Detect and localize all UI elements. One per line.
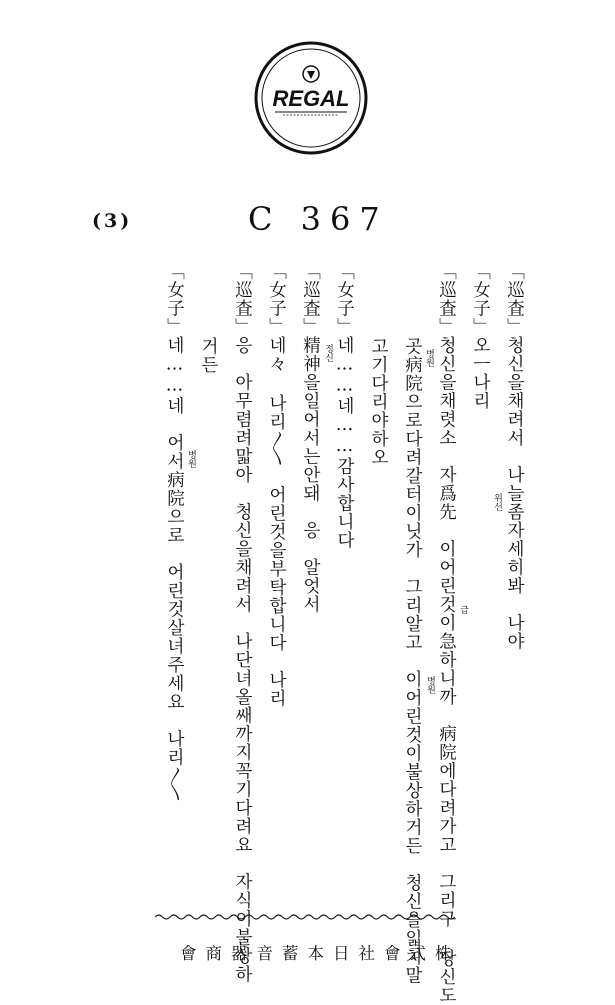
script-line <box>505 262 523 651</box>
speech-text: 거든 <box>198 337 219 374</box>
script-line <box>437 262 455 1005</box>
speech-text: 청신을채려서 나늘좀자세히봐 나야 <box>504 336 525 651</box>
speaker-label: 「女子」 <box>470 262 491 336</box>
speaker-label: 「巡査」 <box>300 262 321 336</box>
speech-text: 네……네……감사합니다 <box>334 336 355 550</box>
speaker-label: 「女子」 <box>334 262 355 336</box>
script-line <box>471 262 489 410</box>
ruby-reading: 위선 <box>492 493 502 511</box>
speaker-label: 「巡査」 <box>436 262 457 336</box>
speech-text: 청신을채렷소 자爲先 이어린것이急하니까 病院에다려가고 그리구 당신도 <box>436 336 457 1005</box>
publisher-footer: 會商器音蓄本日社會式株 <box>180 944 461 963</box>
record-number: C 367 <box>248 200 389 238</box>
regal-logo <box>253 40 369 156</box>
script-line <box>335 262 353 550</box>
script-line <box>267 262 285 708</box>
script-line <box>403 337 421 985</box>
speech-text: 응 아무렴려맓아 청신을채려서 나단녀올쌔까지꼭기다려요 자식이불상하 <box>232 336 253 984</box>
script-line <box>199 337 217 374</box>
page-number: (3) <box>92 210 133 232</box>
ruby-reading: 급 <box>458 605 468 614</box>
speech-text: 네々 나리〳〵 어린것을부탁합니다 나리 <box>266 336 287 708</box>
speech-text: 精神을일어서는안돼 응 알엇서 <box>300 336 321 614</box>
script-line <box>165 262 183 803</box>
ruby-reading: 병원 <box>425 676 435 694</box>
speech-text: 오ㅡ나리 <box>470 336 491 410</box>
ruby-reading: 병원 <box>186 450 196 468</box>
ruby-reading: 병원 <box>424 349 434 367</box>
script-line <box>369 337 387 467</box>
wavy-divider <box>155 912 455 922</box>
script-line <box>233 262 251 984</box>
speech-text: 고기다리야하오 <box>368 337 389 467</box>
speaker-label: 「女子」 <box>164 262 185 336</box>
script-line <box>301 262 319 614</box>
logo-brand-text: REGAL <box>272 86 350 111</box>
speaker-label: 「巡査」 <box>232 262 253 336</box>
speaker-label: 「女子」 <box>266 262 287 336</box>
speaker-label: 「巡査」 <box>504 262 525 336</box>
speech-text: 곳病院으로다려갈터이닛가 그리알고 이어린것이불상하거든 청신을읿치말 <box>402 337 423 985</box>
speech-text: 네……네 어서病院으로 어린것살녀주세요 나리〳〵 <box>164 336 185 803</box>
ruby-reading: 정신 <box>323 344 333 362</box>
